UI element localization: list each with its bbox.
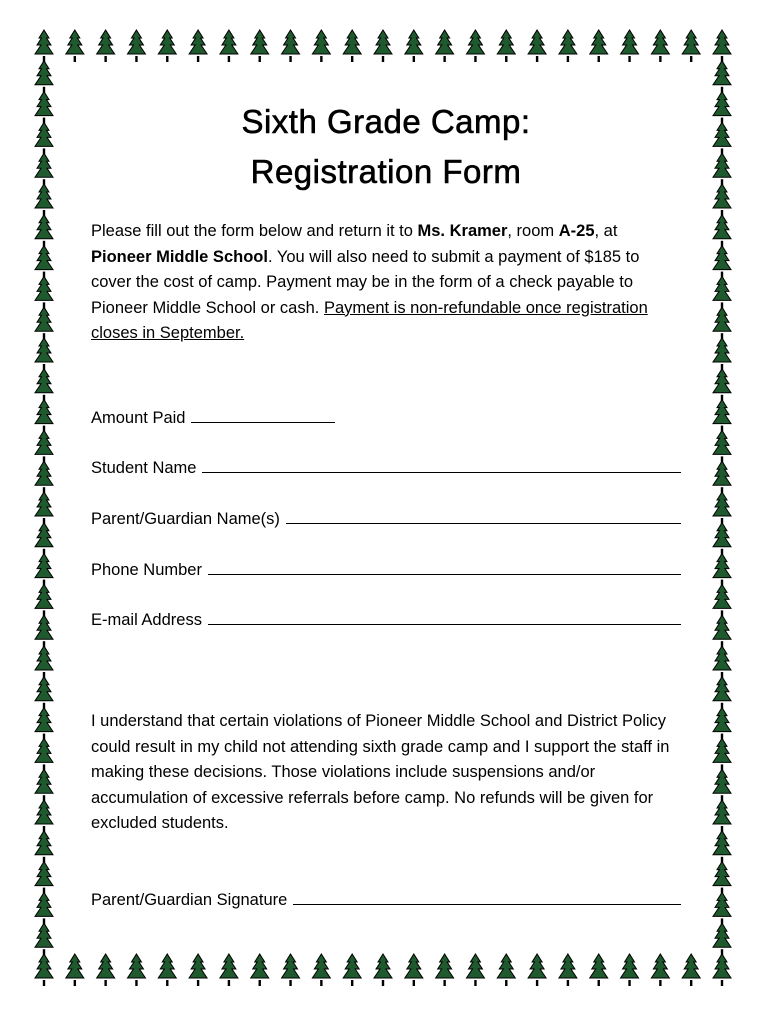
pine-tree-icon bbox=[466, 30, 484, 62]
pine-tree-icon bbox=[713, 61, 731, 93]
pine-tree-icon bbox=[436, 954, 454, 986]
teacher-name: Ms. Kramer bbox=[417, 222, 508, 240]
pine-tree-icon bbox=[35, 430, 53, 462]
pine-tree-icon bbox=[713, 430, 731, 462]
pine-tree-icon bbox=[713, 122, 731, 154]
pine-tree-icon bbox=[312, 30, 330, 62]
pine-tree-icon bbox=[405, 30, 423, 62]
pine-tree-icon bbox=[713, 338, 731, 370]
pine-tree-icon bbox=[35, 246, 53, 278]
pine-tree-icon bbox=[713, 862, 731, 894]
pine-tree-icon bbox=[35, 615, 53, 647]
pine-tree-icon bbox=[35, 369, 53, 401]
pine-tree-icon bbox=[35, 153, 53, 185]
student-name-line[interactable] bbox=[202, 472, 681, 473]
pine-tree-icon bbox=[35, 492, 53, 524]
student-name-field[interactable] bbox=[91, 454, 681, 478]
pine-tree-icon bbox=[35, 646, 53, 678]
pine-tree-icon bbox=[282, 30, 300, 62]
pine-tree-icon bbox=[405, 954, 423, 986]
pine-tree-icon bbox=[66, 954, 84, 986]
pine-tree-icon bbox=[713, 523, 731, 555]
amount-paid-field[interactable] bbox=[91, 404, 681, 428]
pine-tree-icon bbox=[35, 307, 53, 339]
email-label: E-mail Address bbox=[91, 611, 202, 629]
phone-label: Phone Number bbox=[91, 561, 202, 579]
pine-tree-icon bbox=[682, 954, 700, 986]
pine-tree-icon bbox=[35, 338, 53, 370]
amount-paid-label: Amount Paid bbox=[91, 409, 186, 427]
pine-tree-icon bbox=[374, 954, 392, 986]
pine-tree-icon bbox=[127, 30, 145, 62]
pine-tree-icon bbox=[436, 30, 454, 62]
phone-line[interactable] bbox=[208, 574, 681, 575]
pine-tree-icon bbox=[35, 892, 53, 924]
pine-tree-icon bbox=[35, 708, 53, 740]
parent-name-line[interactable] bbox=[286, 523, 681, 524]
school-name: Pioneer Middle School bbox=[91, 247, 268, 266]
pine-tree-icon bbox=[35, 800, 53, 832]
pine-tree-icon bbox=[251, 30, 269, 62]
page-title: Sixth Grade Camp: bbox=[241, 103, 531, 140]
pine-tree-icon bbox=[466, 954, 484, 986]
pine-tree-icon bbox=[35, 30, 53, 62]
pine-tree-icon bbox=[251, 954, 269, 986]
parent-name-field[interactable] bbox=[91, 505, 681, 529]
intro-text: , at bbox=[594, 222, 618, 240]
intro-text: Please fill out the form below and return it to bbox=[91, 222, 418, 240]
pine-tree-icon bbox=[713, 677, 731, 709]
pine-tree-icon bbox=[282, 954, 300, 986]
pine-tree-icon bbox=[590, 954, 608, 986]
pine-tree-icon bbox=[713, 461, 731, 493]
pine-tree-icon bbox=[127, 954, 145, 986]
pine-tree-icon bbox=[559, 954, 577, 986]
pine-tree-icon bbox=[559, 30, 577, 62]
pine-tree-icon bbox=[35, 738, 53, 770]
pine-tree-icon bbox=[713, 800, 731, 832]
pine-tree-icon bbox=[651, 30, 669, 62]
pine-tree-icon bbox=[35, 769, 53, 801]
pine-tree-icon bbox=[35, 400, 53, 432]
pine-tree-icon bbox=[35, 184, 53, 216]
pine-tree-icon bbox=[713, 276, 731, 308]
pine-tree-icon bbox=[35, 122, 53, 154]
refund-notice: Payment is non-refundable once registration closes in September. bbox=[91, 298, 648, 342]
pine-tree-icon bbox=[713, 738, 731, 770]
pine-tree-icon bbox=[713, 769, 731, 801]
pine-tree-icon bbox=[35, 584, 53, 616]
phone-field[interactable] bbox=[91, 556, 681, 580]
pine-tree-icon bbox=[35, 92, 53, 124]
pine-tree-icon bbox=[713, 400, 731, 432]
pine-tree-icon bbox=[713, 307, 731, 339]
intro-text: , room bbox=[507, 222, 559, 240]
signature-label: Parent/Guardian Signature bbox=[91, 891, 288, 909]
pine-tree-icon bbox=[35, 461, 53, 493]
room-number: A-25 bbox=[558, 222, 595, 240]
pine-tree-icon bbox=[682, 30, 700, 62]
page-subtitle: Registration Form bbox=[250, 153, 522, 190]
pine-tree-icon bbox=[97, 954, 115, 986]
pine-tree-icon bbox=[35, 61, 53, 93]
pine-tree-icon bbox=[189, 954, 207, 986]
pine-tree-icon bbox=[220, 30, 238, 62]
pine-tree-icon bbox=[651, 954, 669, 986]
pine-tree-icon bbox=[713, 923, 731, 955]
pine-tree-icon bbox=[35, 923, 53, 955]
pine-tree-icon bbox=[312, 954, 330, 986]
pine-tree-icon bbox=[713, 831, 731, 863]
pine-tree-icon bbox=[97, 30, 115, 62]
pine-tree-icon bbox=[497, 954, 515, 986]
pine-tree-icon bbox=[713, 184, 731, 216]
pine-tree-icon bbox=[35, 215, 53, 247]
pine-tree-icon bbox=[35, 831, 53, 863]
pine-tree-icon bbox=[66, 30, 84, 62]
signature-field[interactable] bbox=[91, 886, 681, 910]
pine-tree-icon bbox=[713, 954, 731, 986]
pine-tree-icon bbox=[528, 30, 546, 62]
pine-tree-icon bbox=[713, 92, 731, 124]
pine-tree-icon bbox=[374, 30, 392, 62]
pine-tree-icon bbox=[35, 554, 53, 586]
intro-text: . You will also need to submit a payment of $185 to cover the cost of camp. Payment may be in the form of a check payable to Pioneer Middle School or cash. bbox=[91, 247, 640, 317]
pine-tree-icon bbox=[713, 246, 731, 278]
pine-tree-icon bbox=[713, 892, 731, 924]
pine-tree-icon bbox=[713, 584, 731, 616]
email-field[interactable] bbox=[91, 606, 681, 630]
pine-tree-icon bbox=[621, 30, 639, 62]
pine-tree-icon bbox=[713, 30, 731, 62]
pine-tree-icon bbox=[713, 708, 731, 740]
email-line[interactable] bbox=[208, 624, 681, 625]
pine-tree-icon bbox=[189, 30, 207, 62]
pine-tree-icon bbox=[713, 646, 731, 678]
amount-paid-line[interactable] bbox=[191, 422, 335, 423]
pine-tree-icon bbox=[35, 276, 53, 308]
pine-tree-icon bbox=[220, 954, 238, 986]
pine-tree-icon bbox=[343, 954, 361, 986]
pine-tree-icon bbox=[713, 215, 731, 247]
pine-tree-icon bbox=[713, 615, 731, 647]
pine-tree-icon bbox=[35, 677, 53, 709]
student-name-label: Student Name bbox=[91, 459, 197, 477]
pine-tree-icon bbox=[35, 954, 53, 986]
instructions-paragraph bbox=[91, 219, 681, 347]
pine-tree-icon bbox=[158, 954, 176, 986]
pine-tree-icon bbox=[621, 954, 639, 986]
pine-tree-icon bbox=[713, 369, 731, 401]
pine-tree-icon bbox=[35, 523, 53, 555]
pine-tree-icon bbox=[713, 554, 731, 586]
pine-tree-icon bbox=[35, 862, 53, 894]
parent-name-label: Parent/Guardian Name(s) bbox=[91, 510, 280, 528]
pine-tree-icon bbox=[158, 30, 176, 62]
agreement-paragraph: I understand that certain violations of Pioneer Middle School and District Policy could result in my child not attending sixth grade camp and I support the staff in making these decisions. Those violations include suspensions and/or accumulation of excessive referrals before camp. No refunds will be given for excluded students. bbox=[91, 712, 670, 832]
pine-tree-icon bbox=[343, 30, 361, 62]
pine-tree-icon bbox=[713, 153, 731, 185]
pine-tree-icon bbox=[497, 30, 515, 62]
pine-tree-icon bbox=[590, 30, 608, 62]
signature-line[interactable] bbox=[293, 904, 681, 905]
pine-tree-icon bbox=[713, 492, 731, 524]
pine-tree-icon bbox=[528, 954, 546, 986]
